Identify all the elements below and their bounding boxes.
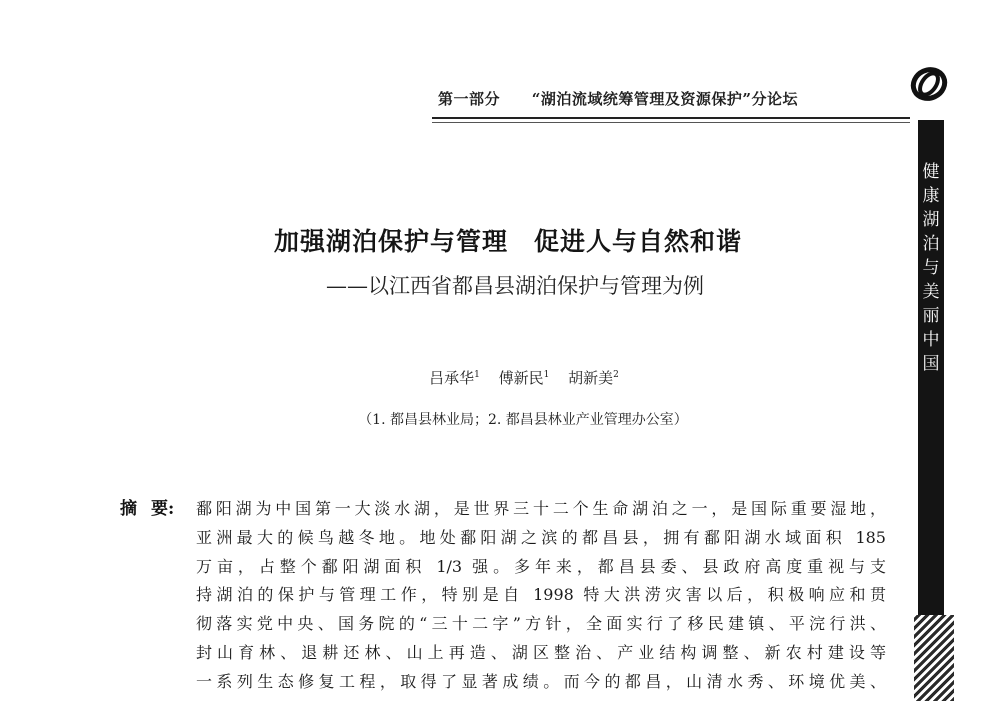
abstract-body xyxy=(196,495,886,697)
abstract-line: 亚洲最大的候鸟越冬地。地处鄱阳湖之滨的都昌县，拥有鄱阳湖水域面积 185 xyxy=(196,527,886,547)
abstract-line: 万亩，占整个鄱阳湖面积 1/3 强。多年来，都昌县委、县政府高度重视与支 xyxy=(196,556,886,576)
abstract-line: 封山育林、退耕还林、山上再造、湖区整治、产业结构调整、新农村建设等 xyxy=(196,642,886,662)
header-rule-thin xyxy=(432,122,910,123)
swirl-logo-icon xyxy=(908,64,950,104)
abstract-line: 持湖泊的保护与管理工作，特别是自 1998 特大洪涝灾害以后，积极响应和贯 xyxy=(196,585,886,605)
paper-title-part1: 加强湖泊保护与管理 xyxy=(273,227,508,256)
header-rule xyxy=(432,117,910,119)
abstract-line: 彻落实党中央、国务院的“三十二字”方针，全面实行了移民建镇、平浣行洪、 xyxy=(196,614,886,634)
side-stripes-decoration xyxy=(914,615,954,701)
paper-subtitle: ——以江西省都昌县湖泊保护与管理为例 xyxy=(326,274,704,298)
paper-title-part2: 促进人与自然和谐 xyxy=(534,227,743,256)
abstract-line: 一系列生态修复工程，取得了显著成绩。而今的都昌，山清水秀、环境优美、 xyxy=(196,671,886,691)
header-part-label: 第一部分 xyxy=(438,90,501,108)
author: 吕承华$^1$ xyxy=(429,369,480,387)
author-list xyxy=(0,367,1000,388)
abstract-line: 鄱阳湖为中国第一大淡水湖，是世界三十二个生命湖泊之一，是国际重要湿地， xyxy=(196,499,886,518)
running-header xyxy=(438,88,798,109)
author: 傅新民$^1$ xyxy=(498,369,550,387)
affiliation: （1. 都昌县林业局；2. 都昌县林业产业管理办公室） xyxy=(358,412,688,428)
abstract-label: 摘 要: xyxy=(120,499,175,519)
author: 胡新美$^2$ xyxy=(568,369,619,387)
side-tab-text: 健康湖泊与美丽中国 xyxy=(922,162,940,374)
header-forum-label: “湖泊流域统筹管理及资源保护”分论坛 xyxy=(531,90,799,108)
paper-title xyxy=(0,222,1000,258)
